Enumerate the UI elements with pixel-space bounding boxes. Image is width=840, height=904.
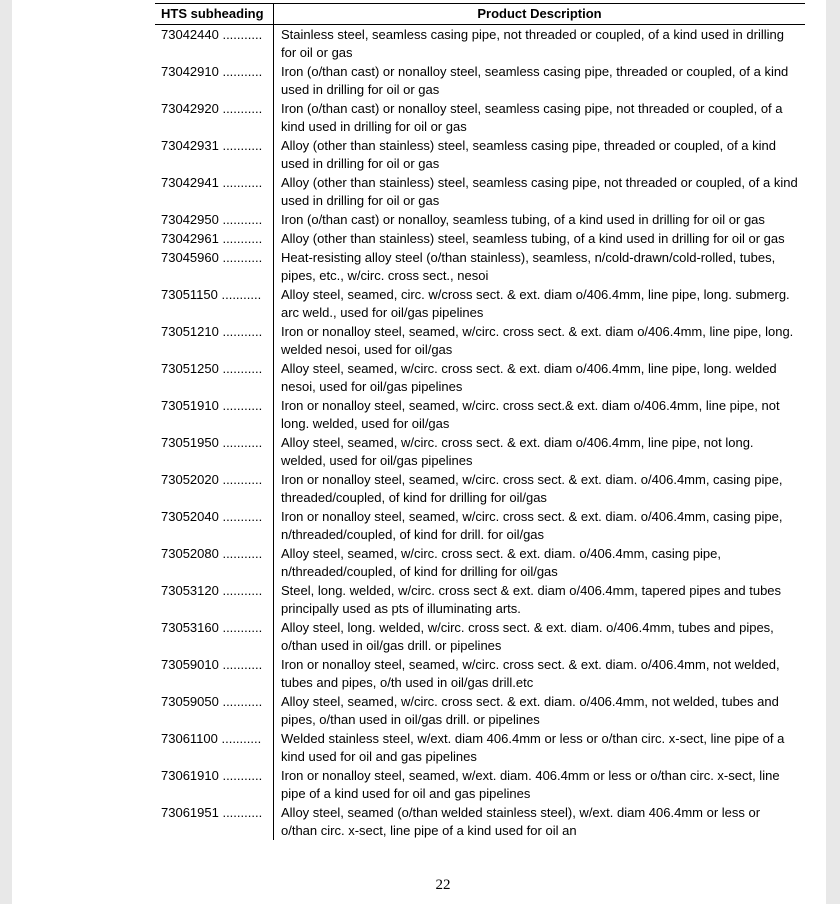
table-row xyxy=(155,136,805,173)
table-row xyxy=(155,396,805,433)
description-cell: Alloy steel, seamed, w/circ. cross sect. & ext. diam. o/406.4mm, casing pipe, n/threaded/coupled, of kind for drilling for oil/gas xyxy=(281,546,722,579)
description-cell: Stainless steel, seamless casing pipe, not threaded or coupled, of a kind used in drilling for oil or gas xyxy=(281,27,784,60)
description-cell: Welded stainless steel, w/ext. diam 406.4mm or less or o/than circ. x-sect, line pipe of a kind used for oil and gas pipelines xyxy=(281,731,785,764)
description-cell: Alloy steel, long. welded, w/circ. cross sect. & ext. diam. o/406.4mm, tubes and pipes, o/than used in oil/gas drill. or pipelines xyxy=(281,620,774,653)
hts-table xyxy=(155,3,805,840)
table-row xyxy=(155,618,805,655)
description-cell: Iron or nonalloy steel, seamed, w/circ. cross sect. & ext. diam. o/406.4mm, not welded, tubes and pipes, o/th used in oil/gas drill.etc xyxy=(281,657,780,690)
hts-code-cell: 73051250 ........... xyxy=(155,359,274,396)
hts-code-cell: 73042950 ........... xyxy=(155,210,274,229)
hts-code-cell: 73053160 ........... xyxy=(155,618,274,655)
description-cell: Alloy steel, seamed, circ. w/cross sect. & ext. diam o/406.4mm, line pipe, long. submerg. arc weld., used for oil/gas pipelines xyxy=(281,287,790,320)
hts-code-cell: 73042941 ........... xyxy=(155,173,274,210)
table-row xyxy=(155,544,805,581)
hts-code-cell: 73059050 ........... xyxy=(155,692,274,729)
description-cell: Iron or nonalloy steel, seamed, w/ext. diam. 406.4mm or less or o/than circ. x-sect, line pipe of a kind used for oil and gas pipelines xyxy=(281,768,780,801)
table-row xyxy=(155,62,805,99)
table-row xyxy=(155,229,805,248)
description-cell: Iron (o/than cast) or nonalloy, seamless tubing, of a kind used in drilling for oil or gas xyxy=(281,212,765,227)
description-cell: Iron or nonalloy steel, seamed, w/circ. cross sect. & ext. diam o/406.4mm, line pipe, long. welded nesoi, used for oil/gas xyxy=(281,324,794,357)
table-body xyxy=(155,25,805,841)
description-cell: Iron or nonalloy steel, seamed, w/circ. cross sect. & ext. diam. o/406.4mm, casing pipe, threaded/coupled, of kind for drilling for oil/gas xyxy=(281,472,783,505)
table-row xyxy=(155,470,805,507)
table-row xyxy=(155,507,805,544)
page-margin xyxy=(826,0,840,904)
description-cell: Steel, long. welded, w/circ. cross sect & ext. diam o/406.4mm, tapered pipes and tubes principally used as pts of illuminating arts. xyxy=(281,583,782,616)
description-cell: Alloy (other than stainless) steel, seamless tubing, of a kind used in drilling for oil or gas xyxy=(281,231,785,246)
hts-code-cell: 73042961 ........... xyxy=(155,229,274,248)
header-hts-subheading: HTS subheading xyxy=(155,4,274,25)
hts-code-cell: 73061100 ........... xyxy=(155,729,274,766)
description-cell: Heat-resisting alloy steel (o/than stainless), seamless, n/cold-drawn/cold-rolled, tubes, pipes, etc., w/circ. cross sect., nesoi xyxy=(281,250,776,283)
description-cell: Alloy steel, seamed, w/circ. cross sect. & ext. diam o/406.4mm, line pipe, not long. welded, used for oil/gas pipelines xyxy=(281,435,754,468)
table-row xyxy=(155,803,805,840)
table-row xyxy=(155,359,805,396)
hts-code-cell: 73045960 ........... xyxy=(155,248,274,285)
description-cell: Alloy steel, seamed, w/circ. cross sect. & ext. diam. o/406.4mm, not welded, tubes and pipes, o/than used in oil/gas drill. or pipelines xyxy=(281,694,779,727)
hts-code-cell: 73051910 ........... xyxy=(155,396,274,433)
hts-code-cell: 73042910 ........... xyxy=(155,62,274,99)
hts-code-cell: 73052080 ........... xyxy=(155,544,274,581)
table-row xyxy=(155,210,805,229)
table-row xyxy=(155,692,805,729)
header-product-description: Product Description xyxy=(274,4,806,25)
table-row xyxy=(155,99,805,136)
hts-code-cell: 73042920 ........... xyxy=(155,99,274,136)
hts-code-cell: 73059010 ........... xyxy=(155,655,274,692)
hts-code-cell: 73051950 ........... xyxy=(155,433,274,470)
description-cell: Alloy steel, seamed (o/than welded stainless steel), w/ext. diam 406.4mm or less or o/than circ. x-sect, line pipe of a kind used for oil an xyxy=(281,805,761,838)
hts-code-cell: 73052040 ........... xyxy=(155,507,274,544)
table-row xyxy=(155,433,805,470)
table-row xyxy=(155,173,805,210)
description-cell: Iron (o/than cast) or nonalloy steel, seamless casing pipe, not threaded or coupled, of a kind used in drilling for oil or gas xyxy=(281,101,783,134)
description-cell: Iron or nonalloy steel, seamed, w/circ. cross sect. & ext. diam. o/406.4mm, casing pipe, n/threaded/coupled, of kind for drill. for oil/gas xyxy=(281,509,783,542)
table-row xyxy=(155,25,805,63)
table-row xyxy=(155,766,805,803)
table-row xyxy=(155,285,805,322)
table-header-row xyxy=(155,4,805,25)
description-cell: Alloy (other than stainless) steel, seamless casing pipe, threaded or coupled, of a kind used in drilling for oil or gas xyxy=(281,138,776,171)
table-row xyxy=(155,729,805,766)
hts-code-cell: 73053120 ........... xyxy=(155,581,274,618)
description-cell: Alloy steel, seamed, w/circ. cross sect. & ext. diam o/406.4mm, line pipe, long. welded nesoi, used for oil/gas pipelines xyxy=(281,361,777,394)
hts-code-cell: 73042440 ........... xyxy=(155,25,274,63)
table-row xyxy=(155,581,805,618)
table-row xyxy=(155,248,805,285)
hts-code-cell: 73051210 ........... xyxy=(155,322,274,359)
table-row xyxy=(155,655,805,692)
hts-code-cell: 73051150 ........... xyxy=(155,285,274,322)
hts-code-cell: 73061910 ........... xyxy=(155,766,274,803)
hts-code-cell: 73061951 ........... xyxy=(155,803,274,840)
description-cell: Alloy (other than stainless) steel, seamless casing pipe, not threaded or coupled, of a kind used in drilling for oil or gas xyxy=(281,175,798,208)
description-cell: Iron or nonalloy steel, seamed, w/circ. cross sect.& ext. diam o/406.4mm, line pipe, not long. welded, used for oil/gas xyxy=(281,398,780,431)
table-row xyxy=(155,322,805,359)
hts-code-cell: 73042931 ........... xyxy=(155,136,274,173)
hts-code-cell: 73052020 ........... xyxy=(155,470,274,507)
page-number: 22 xyxy=(435,877,451,893)
description-cell: Iron (o/than cast) or nonalloy steel, seamless casing pipe, threaded or coupled, of a kind used in drilling for oil or gas xyxy=(281,64,789,97)
